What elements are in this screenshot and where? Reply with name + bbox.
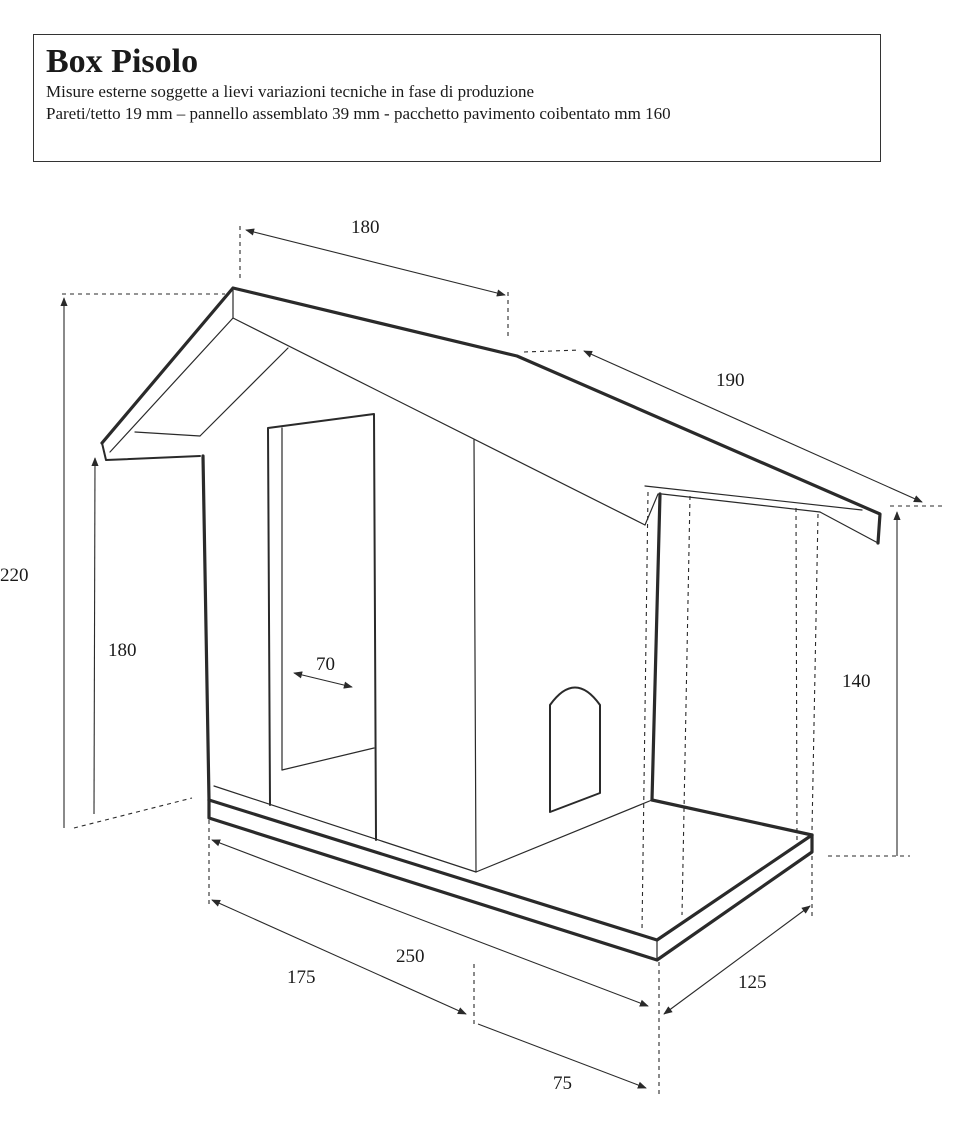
side-window (550, 688, 600, 813)
dimension-lines (62, 226, 942, 1098)
dim-door-width (294, 673, 352, 687)
porch-post-front-left (652, 494, 660, 800)
label-roof-front: 180 (351, 217, 380, 238)
porch-post-hidden-3 (796, 508, 797, 845)
label-porch-height: 140 (842, 671, 871, 692)
roof (102, 288, 880, 543)
dim-roof-front (246, 230, 505, 295)
dim-wall-height (94, 458, 95, 814)
roof-porch-underside (645, 486, 862, 510)
floor-top-edge (209, 800, 812, 940)
floor-inner-line (214, 786, 476, 872)
label-house-length: 175 (287, 967, 316, 988)
header-note-variations: Misure esterne soggette a lievi variazioni tecniche in fase di produzione (46, 82, 535, 101)
porch-floor-back-edge (652, 800, 812, 835)
door (268, 414, 376, 840)
label-total-height: 220 (0, 565, 29, 586)
front-wall-right-edge (474, 440, 476, 872)
label-total-length: 250 (396, 946, 425, 967)
dim-roof-side-ext-left (524, 350, 580, 352)
label-door-width: 70 (316, 654, 335, 675)
roof-underside-left (200, 348, 288, 436)
roof-corner (645, 494, 658, 525)
front-wall (203, 440, 476, 872)
label-depth: 125 (738, 972, 767, 993)
roof-outline (102, 288, 880, 543)
dim-height-ext-bottom (74, 798, 192, 828)
front-wall-left-edge (203, 456, 209, 800)
dim-house-length (212, 900, 466, 1014)
dim-roof-side (584, 351, 922, 502)
floor-outline (209, 800, 812, 960)
door-threshold (282, 748, 374, 770)
label-roof-side: 190 (716, 370, 745, 391)
roof-underside-eave (135, 432, 200, 436)
porch-post-hidden-1 (642, 492, 648, 930)
porch-floor-wall-line (476, 800, 652, 872)
label-porch-length: 75 (553, 1073, 572, 1094)
porch-post-hidden-4 (812, 514, 818, 830)
roof-inner-edge (110, 318, 645, 525)
porch-post-hidden-2 (682, 496, 690, 915)
page-title: Box Pisolo (46, 43, 199, 80)
header-note-thickness: Pareti/tetto 19 mm – pannello assemblato 39 mm - pacchetto pavimento coibentato mm 160 (46, 104, 671, 123)
dim-total-length (212, 840, 648, 1006)
door-frame (268, 414, 376, 840)
label-wall-height: 180 (108, 640, 137, 661)
roof-porch-edge (820, 512, 878, 543)
